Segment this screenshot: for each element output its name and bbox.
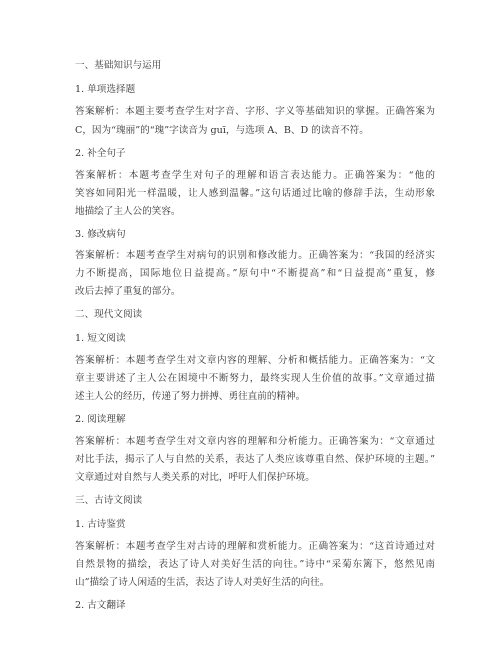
answer-line: 章主要讲述了主人公在困境中不断努力，最终实现人生价值的故事。”文章通过描 [75, 373, 435, 384]
question-title-classical-translation: 2. 古文翻译 [75, 600, 126, 611]
answer-line: 答案解析：本题考查学生对文章内容的理解、分析和概括能力。正确答案为：“文 [75, 355, 435, 366]
question-title-poem-appreciation: 1. 古诗鉴赏 [75, 519, 126, 530]
answer-line: 改后去掉了重复的部分。 [75, 286, 181, 297]
question-title-fix-sentence: 3. 修改病句 [75, 229, 126, 240]
answer-line: 述主人公的经历，传递了努力拼搏、勇往直前的精神。 [75, 391, 306, 402]
question-title-complete-sentence: 2. 补全句子 [75, 148, 126, 159]
section-heading-modern-reading: 二、现代文阅读 [75, 309, 143, 320]
question-title-reading-comprehension: 2. 阅读理解 [75, 414, 126, 425]
answer-line: 答案解析：本题考查学生对古诗的理解和赏析能力。正确答案为：“这首诗通过对 [75, 541, 435, 552]
question-title-single-choice: 1. 单项选择题 [75, 84, 136, 95]
answer-line: 自然景物的描绘，表达了诗人对美好生活的向往。”诗中“采菊东篱下，悠然见南 [75, 559, 435, 570]
question-title-short-passage: 1. 短文阅读 [75, 333, 126, 344]
answer-line: 答案解析：本题主要考查学生对字音、字形、字义等基础知识的掌握。正确答案为 [75, 106, 435, 117]
answer-line: 笑容如同阳光一样温暖，让人感到温馨。”这句话通过比喻的修辞手法，生动形象 [75, 188, 435, 199]
answer-line: 答案解析：本题考查学生对病句的识别和修改能力。正确答案为：“我国的经济实 [75, 250, 435, 261]
answer-line: 文章通过对自然与人类关系的对比，呼吁人们保护环境。 [75, 472, 315, 483]
answer-line: C，因为“瑰丽”的“瑰”字读音为 guī，与选项 A、B、D 的读音不符。 [75, 125, 369, 136]
answer-line: 山”描绘了诗人闲适的生活，表达了诗人对美好生活的向往。 [75, 577, 330, 588]
answer-line: 答案解析：本题考查学生对句子的理解和语言表达能力。正确答案为：“他的 [75, 170, 435, 181]
section-heading-classical-reading: 三、古诗文阅读 [75, 495, 143, 506]
answer-line: 对比手法，揭示了人与自然的关系，表达了人类应该尊重自然、保护环境的主题。” [75, 454, 435, 465]
answer-line: 地描绘了主人公的笑容。 [75, 206, 181, 217]
section-heading-basics: 一、基础知识与运用 [75, 60, 162, 71]
answer-line: 力不断提高，国际地位日益提高。”原句中“不断提高”和“日益提高”重复，修 [75, 268, 435, 279]
answer-line: 答案解析：本题考查学生对文章内容的理解和分析能力。正确答案为：“文章通过 [75, 436, 435, 447]
